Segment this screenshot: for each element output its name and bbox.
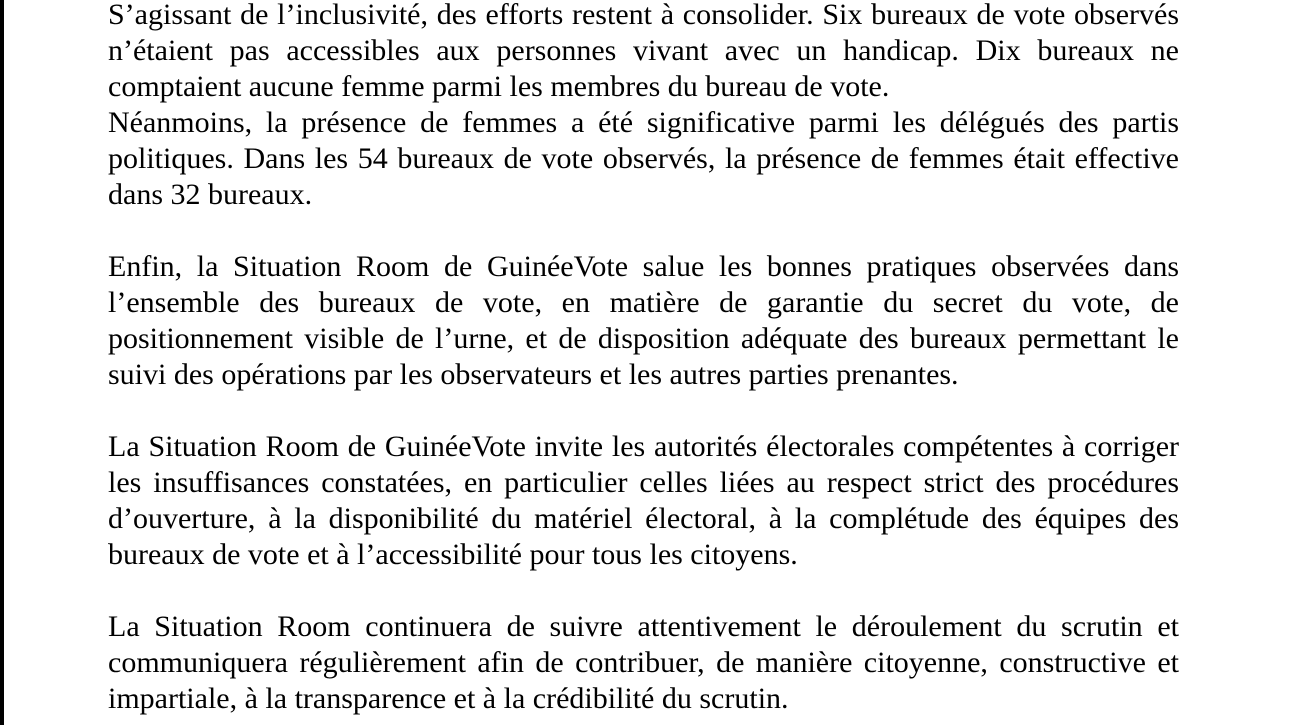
paragraph-inclusivite: S’agissant de l’inclusivité, des efforts restent à consolider. Six bureaux de vote observés n’étaient pas accessibles aux personnes vivant avec un handicap. Dix bureaux ne comptaient aucune femme parmi les membres du bureau de vote. (108, 0, 1179, 103)
paragraph-invitation-autorites: La Situation Room de GuinéeVote invite les autorités électorales compétentes à corriger les insuffisances constatées, en particulier celles liées au respect strict des procédures d’ouverture, à la disponibilité du matériel électoral, à la complétude des équipes des bureaux de vote et à l’accessibilité pour tous les citoyens. (108, 430, 1179, 571)
paragraph-bonnes-pratiques: Enfin, la Situation Room de GuinéeVote salue les bonnes pratiques observées dans l’ensemble des bureaux de vote, en matière de garantie du secret du vote, de positionnement visible de l’urne, et de disposition adéquate des bureaux permettant le suivi des opérations par les observateurs et les autres parties prenantes. (108, 250, 1179, 391)
scan-edge-bar (0, 0, 4, 725)
page-text-column (108, 0, 1179, 717)
paragraph-presence-femmes: Néanmoins, la présence de femmes a été significative parmi les délégués des partis politiques. Dans les 54 bureaux de vote observés, la présence de femmes était effective dans 32 bureaux. (108, 106, 1179, 211)
paragraph-suivi-scrutin: La Situation Room continuera de suivre attentivement le déroulement du scrutin et communiquera régulièrement afin de contribuer, de manière citoyenne, constructive et impartiale, à la transparence et à la crédibilité du scrutin. (108, 610, 1179, 715)
